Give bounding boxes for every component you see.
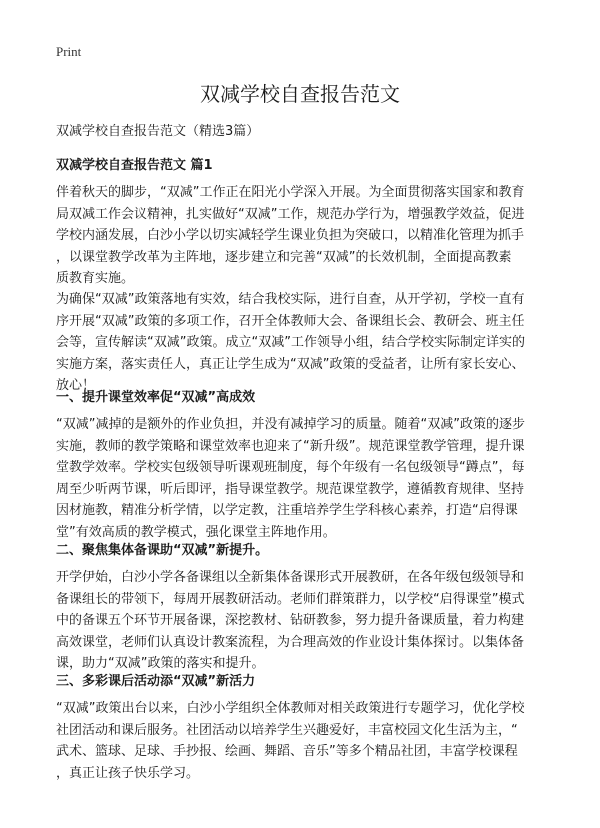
paragraph-line: “双减”政策出台以来，白沙小学组织全体教师对相关政策进行专题学习，优化学校 bbox=[56, 701, 525, 716]
paragraph-line: 课，助力“双减”政策的落实和提升。 bbox=[56, 656, 265, 671]
intro-paragraph-2 bbox=[56, 289, 548, 397]
paragraph-line: 伴着秋天的脚步，“双减”工作正在阳光小学深入开展。为全面贯彻落实国家和教育 bbox=[56, 185, 525, 200]
paragraph-line: ，真正让孩子快乐学习。 bbox=[56, 765, 200, 781]
paragraph-line: 学校内涵发展，白沙小学以切实减轻学生课业负担为突破口，以精准化管理为抓手 bbox=[56, 228, 525, 243]
section-2-heading: 二、聚焦集体备课助“双减”新提升。 bbox=[56, 543, 269, 558]
paragraph-line: 周至少听两节课，听后即评，指导课堂教学。规范课堂教学，遵循教育规律、坚持 bbox=[56, 481, 525, 497]
paragraph-line: 实施方案，落实责任人，真正让学生成为“双减”政策的受益者，让所有家长安心、 bbox=[56, 356, 525, 372]
paragraph-line: 因材施教，精准分析学情，以学定教，注重培养学生学科核心素养，打造“启得课 bbox=[56, 503, 518, 518]
section-3-paragraph bbox=[56, 698, 548, 784]
paragraph-line: 放心！ bbox=[56, 378, 96, 393]
paragraph-line: “双减”减掉的是额外的作业负担，并没有减掉学习的质量。随着“双减”政策的逐步 bbox=[56, 417, 525, 432]
paragraph-line: 武术、篮球、足球、手抄报、绘画、舞蹈、音乐”等多个精品社团，丰富学校课程 bbox=[56, 744, 518, 759]
paragraph-line: 备课组长的带领下，每周开展教研活动。老师们群策群力，以学校“启得课堂”模式 bbox=[56, 591, 525, 607]
paragraph-line: 序开展“双减”政策的多项工作，召开全体教师大会、备课组长会、教研会、班主任 bbox=[56, 313, 525, 329]
paragraph-line: 高效课堂，老师们认真设计教案流程，为合理高效的作业设计集体探讨。以集体备 bbox=[56, 634, 525, 650]
paragraph-line: 为确保“双减”政策落地有实效，结合我校实际，进行自查，从开学初，学校一直有 bbox=[56, 292, 525, 307]
page-title: 双减学校自查报告范文 bbox=[200, 82, 400, 106]
section-3-heading: 三、多彩课后活动添“双减”新活力 bbox=[56, 674, 256, 689]
section-1-paragraph bbox=[56, 414, 548, 543]
paragraph-line: 实施，教师的教学策略和课堂效率也迎来了“新升级”。规范课堂教学管理，提升课 bbox=[56, 438, 525, 454]
paragraph-line: 质教育实施。 bbox=[56, 271, 135, 286]
part-heading: 双减学校自查报告范文 篇1 bbox=[56, 158, 213, 173]
section-1-heading: 一、提升课堂效率促“双减”高成效 bbox=[56, 390, 256, 405]
paragraph-line: 会等，宣传解读“双减”政策。成立“双减”工作领导小组，结合学校实际制定详实的 bbox=[56, 335, 525, 350]
document-subtitle: 双减学校自查报告范文（精选3篇） bbox=[56, 124, 260, 139]
print-link[interactable]: Print bbox=[56, 44, 82, 59]
paragraph-line: 局双减工作会议精神，扎实做好“双减”工作，规范办学行为，增强教学效益，促进 bbox=[56, 206, 525, 222]
paragraph-line: 堂”有效高质的教学模式，强化课堂主阵地作用。 bbox=[56, 524, 336, 540]
paragraph-line: ，以课堂教学改革为主阵地，逐步建立和完善“双减”的长效机制，全面提高教素 bbox=[56, 249, 512, 265]
paragraph-line: 中的备课五个环节开展备课，深挖教材、钻研教参，努力提升备课质量，着力构建 bbox=[56, 613, 525, 628]
paragraph-line: 社团活动和课后服务。社团活动以培养学生兴趣爱好，丰富校园文化生活为主，“ bbox=[56, 722, 518, 738]
paragraph-line: 开学伊始，白沙小学各备课组以全新集体备课形式开展教研，在各年级包级领导和 bbox=[56, 570, 525, 585]
section-2-paragraph bbox=[56, 567, 548, 675]
paragraph-line: 堂教学效率。学校实包级领导听课观班制度，每个年级有一名包级领导“蹲点”，每 bbox=[56, 460, 525, 475]
intro-paragraph-1 bbox=[56, 182, 548, 290]
